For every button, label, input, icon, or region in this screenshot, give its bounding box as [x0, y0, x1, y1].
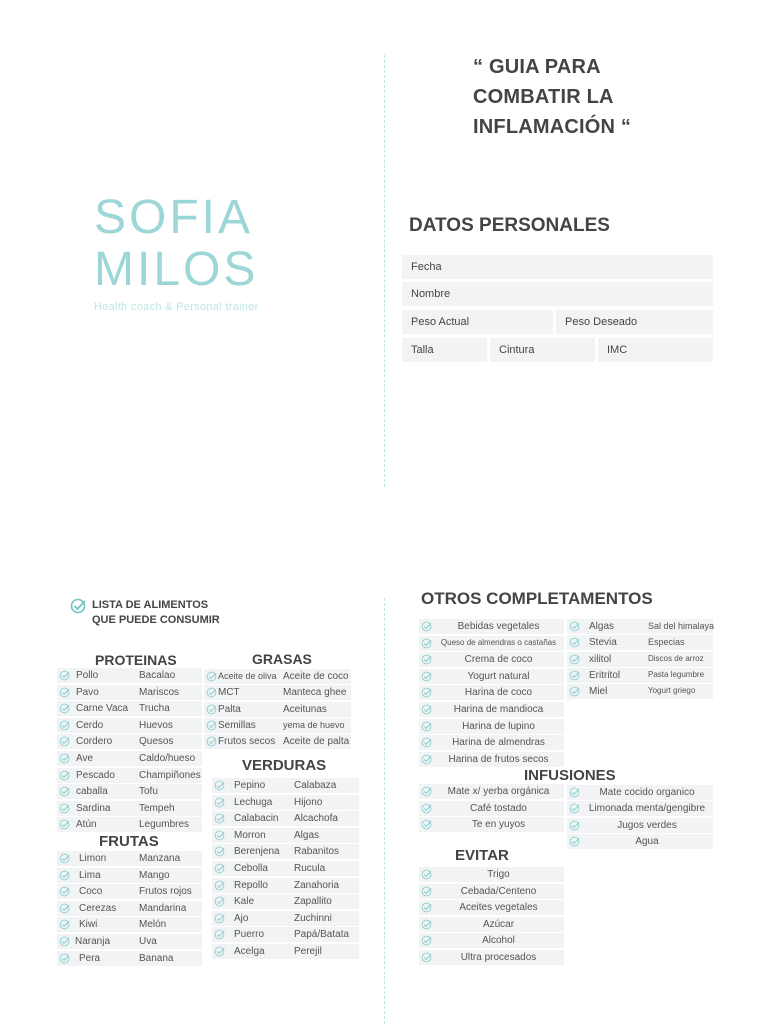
- check-icon: [59, 919, 71, 931]
- proteinas-row: [57, 701, 202, 716]
- cintura-field[interactable]: Cintura: [490, 338, 595, 362]
- item-label-2: Yogurt griego: [648, 686, 696, 696]
- check-icon: [59, 703, 71, 715]
- check-icon: [421, 935, 433, 947]
- evitar-row: [419, 867, 564, 882]
- item-label: Harina de almendras: [452, 737, 545, 749]
- check-icon: [421, 886, 433, 898]
- item-label: Cordero: [76, 736, 113, 748]
- check-icon: [569, 803, 581, 815]
- item-label-2: Huevos: [139, 719, 173, 731]
- lista-line-2: QUE PUEDE CONSUMIR: [92, 614, 220, 626]
- item-label: Limonada menta/gengibre: [588, 803, 706, 815]
- item-label: Agua: [635, 835, 659, 847]
- otros-right-row: [567, 684, 713, 699]
- check-icon: [421, 671, 433, 683]
- verduras-row: [212, 778, 359, 793]
- item-label: Cerdo: [76, 719, 104, 731]
- imc-field[interactable]: IMC: [598, 338, 713, 362]
- item-label: Pavo: [76, 686, 99, 698]
- otros-row: [419, 619, 564, 634]
- check-icon: [206, 671, 218, 683]
- check-icon: [421, 803, 433, 815]
- verduras-row: [212, 861, 359, 876]
- frutas-row: [57, 901, 202, 916]
- item-label-2: Tofu: [139, 786, 158, 798]
- check-icon: [569, 670, 581, 682]
- item-label-2: Discos de arroz: [648, 653, 704, 663]
- talla-field[interactable]: Talla: [402, 338, 487, 362]
- item-label-2: Pasta legumbre: [648, 669, 705, 679]
- item-label-2: Aceite de palta: [283, 736, 350, 748]
- item-label: Harina de mandioca: [453, 704, 544, 715]
- verduras-row: [212, 944, 359, 959]
- item-label-2: Manteca ghee: [283, 687, 347, 699]
- item-label: Berenjena: [234, 846, 280, 858]
- nombre-field[interactable]: Nombre: [402, 282, 713, 306]
- item-label: Acelga: [234, 946, 265, 957]
- item-label: Te en yuyos: [471, 819, 526, 831]
- item-label-2: Mariscos: [139, 686, 180, 698]
- check-icon: [59, 819, 71, 831]
- item-label-2: Rucula: [294, 863, 326, 874]
- verduras-heading: VERDURAS: [242, 757, 327, 774]
- item-label: Alcohol: [482, 935, 515, 947]
- frutas-row: [57, 868, 202, 883]
- check-icon: [59, 870, 71, 882]
- otros-right-row: [567, 619, 713, 634]
- item-label: Pescado: [76, 769, 115, 781]
- otros-right-row: [567, 668, 713, 683]
- infusiones-right-row: [567, 818, 713, 833]
- verduras-row: [212, 894, 359, 909]
- otros-right-row: [567, 652, 713, 667]
- check-icon: [214, 780, 226, 792]
- item-label: Cebolla: [234, 863, 268, 874]
- item-label: Repollo: [234, 879, 268, 891]
- item-label: Naranja: [75, 936, 111, 947]
- otros-right-row: [567, 635, 713, 650]
- frutas-row: [57, 851, 202, 866]
- check-icon: [421, 786, 433, 798]
- item-label: Ave: [76, 753, 94, 764]
- check-icon: [59, 770, 71, 782]
- evitar-row: [419, 884, 564, 899]
- evitar-row: [419, 900, 564, 915]
- item-label: Sardina: [76, 802, 111, 814]
- guide-title: [473, 52, 631, 142]
- lista-line-1: LISTA DE ALIMENTOS: [92, 599, 209, 611]
- item-label: Aceites vegetales: [459, 902, 538, 914]
- item-label: Bebidas vegetales: [457, 621, 540, 632]
- item-label-2: Legumbres: [139, 819, 190, 831]
- item-label: Lima: [79, 869, 101, 881]
- logo-line-1: SOFIA: [94, 191, 254, 244]
- item-label: MCT: [218, 687, 240, 699]
- item-label-2: Manzana: [139, 853, 181, 864]
- item-label: Pera: [79, 952, 101, 964]
- fecha-field[interactable]: Fecha: [402, 255, 713, 279]
- check-icon: [421, 737, 433, 749]
- otros-row: [419, 735, 564, 750]
- evitar-row: [419, 950, 564, 965]
- check-icon: [421, 952, 433, 964]
- item-label: Miel: [589, 686, 608, 698]
- item-label-2: Quesos: [139, 736, 174, 748]
- item-label: Mate x/ yerba orgánica: [447, 786, 550, 797]
- check-icon: [214, 929, 226, 941]
- item-label: Eritritol: [589, 669, 621, 681]
- item-label-2: Champiñones: [139, 769, 201, 781]
- item-label-2: Zanahoria: [294, 879, 340, 891]
- infusiones-heading: INFUSIONES: [524, 767, 616, 784]
- item-label: Morron: [234, 829, 266, 841]
- item-label: Frutos secos: [218, 736, 276, 748]
- check-icon: [59, 736, 71, 748]
- proteinas-row: [57, 734, 202, 749]
- item-label: Coco: [79, 886, 103, 898]
- title-line-3: INFLAMACIÓN “: [473, 116, 632, 138]
- infusiones-row: [419, 817, 564, 832]
- logo-line-2: MILOS: [94, 243, 259, 296]
- item-label: xilitol: [589, 653, 612, 665]
- frutas-row: [57, 951, 202, 966]
- title-line-2: COMBATIR LA: [473, 86, 614, 108]
- otros-row: [419, 636, 564, 651]
- verduras-row: [212, 878, 359, 893]
- check-icon: [59, 853, 71, 865]
- item-label: Lechuga: [234, 796, 273, 808]
- divider-top: [384, 55, 385, 487]
- item-label: Palta: [218, 703, 241, 715]
- check-icon: [206, 720, 218, 732]
- frutas-row: [57, 884, 202, 899]
- item-label-2: Banana: [139, 952, 174, 964]
- evitar-row: [419, 933, 564, 948]
- item-label-2: Perejil: [294, 946, 322, 957]
- check-icon: [569, 637, 581, 649]
- check-icon: [206, 704, 218, 716]
- grasas-row: [204, 718, 351, 733]
- check-icon: [569, 686, 581, 698]
- item-label: Carne Vaca: [76, 703, 129, 715]
- item-label: Jugos verdes: [617, 819, 677, 831]
- item-label: Limon: [79, 853, 107, 864]
- check-icon: [214, 863, 226, 875]
- check-icon: [59, 953, 71, 965]
- check-icon: [59, 803, 71, 815]
- verduras-row: [212, 811, 359, 826]
- check-icon: [59, 936, 71, 948]
- item-label-2: Zuchinni: [294, 912, 332, 924]
- check-icon: [421, 902, 433, 914]
- infusiones-right-row: [567, 834, 713, 849]
- item-label-2: Tempeh: [139, 802, 175, 814]
- item-label-2: Caldo/hueso: [139, 753, 196, 764]
- item-label-2: Trucha: [139, 703, 170, 715]
- item-label-2: Sal del himalaya: [648, 621, 715, 631]
- check-icon: [59, 670, 71, 682]
- peso-actual-field[interactable]: Peso Actual: [402, 310, 553, 334]
- check-icon: [214, 946, 226, 958]
- item-label: Algas: [589, 621, 615, 632]
- item-label: Trigo: [487, 869, 510, 880]
- frutas-row: [57, 934, 202, 949]
- item-label-2: Especias: [648, 637, 685, 648]
- datos-heading: DATOS PERSONALES: [409, 215, 610, 236]
- check-icon: [421, 754, 433, 766]
- lista-check-icon: [70, 598, 86, 619]
- check-icon: [569, 621, 581, 633]
- item-label: Queso de almendras o castañas: [440, 637, 557, 647]
- check-icon: [569, 654, 581, 666]
- item-label: Harina de lupino: [462, 720, 535, 732]
- item-label: Aceite de oliva: [218, 671, 277, 681]
- proteinas-row: [57, 751, 202, 766]
- otros-heading: OTROS COMPLETAMENTOS: [421, 589, 653, 608]
- proteinas-row: [57, 768, 202, 783]
- item-label: Atún: [76, 819, 97, 831]
- proteinas-row: [57, 801, 202, 816]
- proteinas-heading: PROTEINAS: [95, 652, 177, 668]
- grasas-row: [204, 702, 351, 717]
- logo-tagline: Health coach & Personal trainer: [94, 301, 259, 313]
- peso-deseado-field[interactable]: Peso Deseado: [556, 310, 713, 334]
- check-icon: [421, 621, 433, 633]
- check-icon: [59, 786, 71, 798]
- check-icon: [214, 913, 226, 925]
- otros-row: [419, 685, 564, 700]
- check-icon: [421, 869, 433, 881]
- check-icon: [59, 687, 71, 699]
- item-label: Kiwi: [79, 919, 98, 931]
- check-icon: [59, 753, 71, 765]
- item-label-2: yema de huevo: [283, 719, 345, 730]
- grasas-heading: GRASAS: [252, 651, 312, 667]
- item-label-2: Zapallito: [294, 896, 332, 908]
- item-label: Semillas: [218, 719, 256, 731]
- item-label: Yogurt natural: [467, 670, 530, 682]
- otros-row: [419, 702, 564, 717]
- check-icon: [59, 720, 71, 732]
- evitar-heading: EVITAR: [455, 847, 509, 864]
- item-label-2: Aceitunas: [283, 703, 327, 715]
- grasas-row: [204, 734, 351, 749]
- proteinas-row: [57, 668, 202, 683]
- otros-row: [419, 652, 564, 667]
- brand-logo: [94, 192, 259, 314]
- check-icon: [59, 903, 71, 915]
- check-icon: [421, 819, 433, 831]
- item-label: Crema de coco: [464, 654, 533, 666]
- check-icon: [569, 836, 581, 848]
- evitar-row: [419, 917, 564, 932]
- item-label: Ajo: [234, 912, 249, 924]
- grasas-row: [204, 669, 351, 684]
- item-label-2: Bacalao: [139, 670, 176, 681]
- infusiones-row: [419, 801, 564, 816]
- item-label-2: Calabaza: [294, 780, 337, 791]
- item-label: Mate cocido organico: [599, 787, 695, 798]
- otros-row: [419, 669, 564, 684]
- check-icon: [206, 687, 218, 699]
- item-label: Calabacin: [234, 813, 279, 825]
- item-label-2: Melón: [139, 919, 167, 931]
- otros-row: [419, 752, 564, 767]
- check-icon: [421, 638, 433, 650]
- item-label-2: Hijono: [294, 796, 323, 808]
- frutas-row: [57, 917, 202, 932]
- item-label-2: Papá/Batata: [294, 929, 350, 941]
- grasas-row: [204, 685, 351, 700]
- item-label: Kale: [234, 896, 255, 908]
- item-label: Pollo: [76, 670, 99, 681]
- item-label: Pepino: [234, 780, 266, 791]
- proteinas-row: [57, 784, 202, 799]
- infusiones-right-row: [567, 801, 713, 816]
- check-icon: [214, 797, 226, 809]
- title-line-1: “ GUIA PARA: [473, 56, 601, 78]
- item-label: Cebada/Centeno: [460, 885, 537, 897]
- item-label-2: Aceite de coco: [283, 671, 349, 682]
- item-label: Harina de frutos secos: [448, 753, 549, 765]
- item-label: Puerro: [234, 929, 265, 941]
- check-icon: [421, 721, 433, 733]
- check-icon: [214, 813, 226, 825]
- item-label-2: Mango: [139, 869, 170, 881]
- check-icon: [214, 880, 226, 892]
- verduras-row: [212, 844, 359, 859]
- item-label: Café tostado: [470, 802, 527, 814]
- item-label: Stevia: [589, 637, 617, 649]
- check-icon: [214, 896, 226, 908]
- infusiones-right-row: [567, 785, 713, 800]
- item-label: Cerezas: [79, 902, 117, 914]
- verduras-row: [212, 828, 359, 843]
- otros-row: [419, 719, 564, 734]
- item-label: Azúcar: [482, 918, 515, 930]
- check-icon: [421, 687, 433, 699]
- check-icon: [421, 919, 433, 931]
- infusiones-row: [419, 784, 564, 799]
- item-label: caballa: [76, 786, 108, 798]
- frutas-heading: FRUTAS: [99, 833, 159, 850]
- check-icon: [206, 736, 218, 748]
- verduras-row: [212, 795, 359, 810]
- proteinas-row: [57, 685, 202, 700]
- check-icon: [214, 846, 226, 858]
- item-label-2: Alcachofa: [294, 813, 338, 825]
- check-icon: [569, 787, 581, 799]
- item-label: Ultra procesados: [460, 952, 537, 963]
- item-label-2: Uva: [139, 936, 157, 947]
- proteinas-row: [57, 817, 202, 832]
- check-icon: [569, 820, 581, 832]
- proteinas-row: [57, 718, 202, 733]
- lista-heading: [92, 598, 220, 628]
- item-label-2: Mandarina: [139, 902, 187, 914]
- item-label-2: Rabanitos: [294, 846, 340, 858]
- verduras-row: [212, 927, 359, 942]
- check-icon: [59, 886, 71, 898]
- divider-bottom: [384, 598, 385, 1024]
- check-icon: [421, 704, 433, 716]
- item-label-2: Frutos rojos: [139, 886, 192, 898]
- item-label-2: Algas: [294, 829, 320, 841]
- verduras-row: [212, 911, 359, 926]
- item-label: Harina de coco: [464, 687, 533, 699]
- check-icon: [421, 654, 433, 666]
- check-icon: [214, 830, 226, 842]
